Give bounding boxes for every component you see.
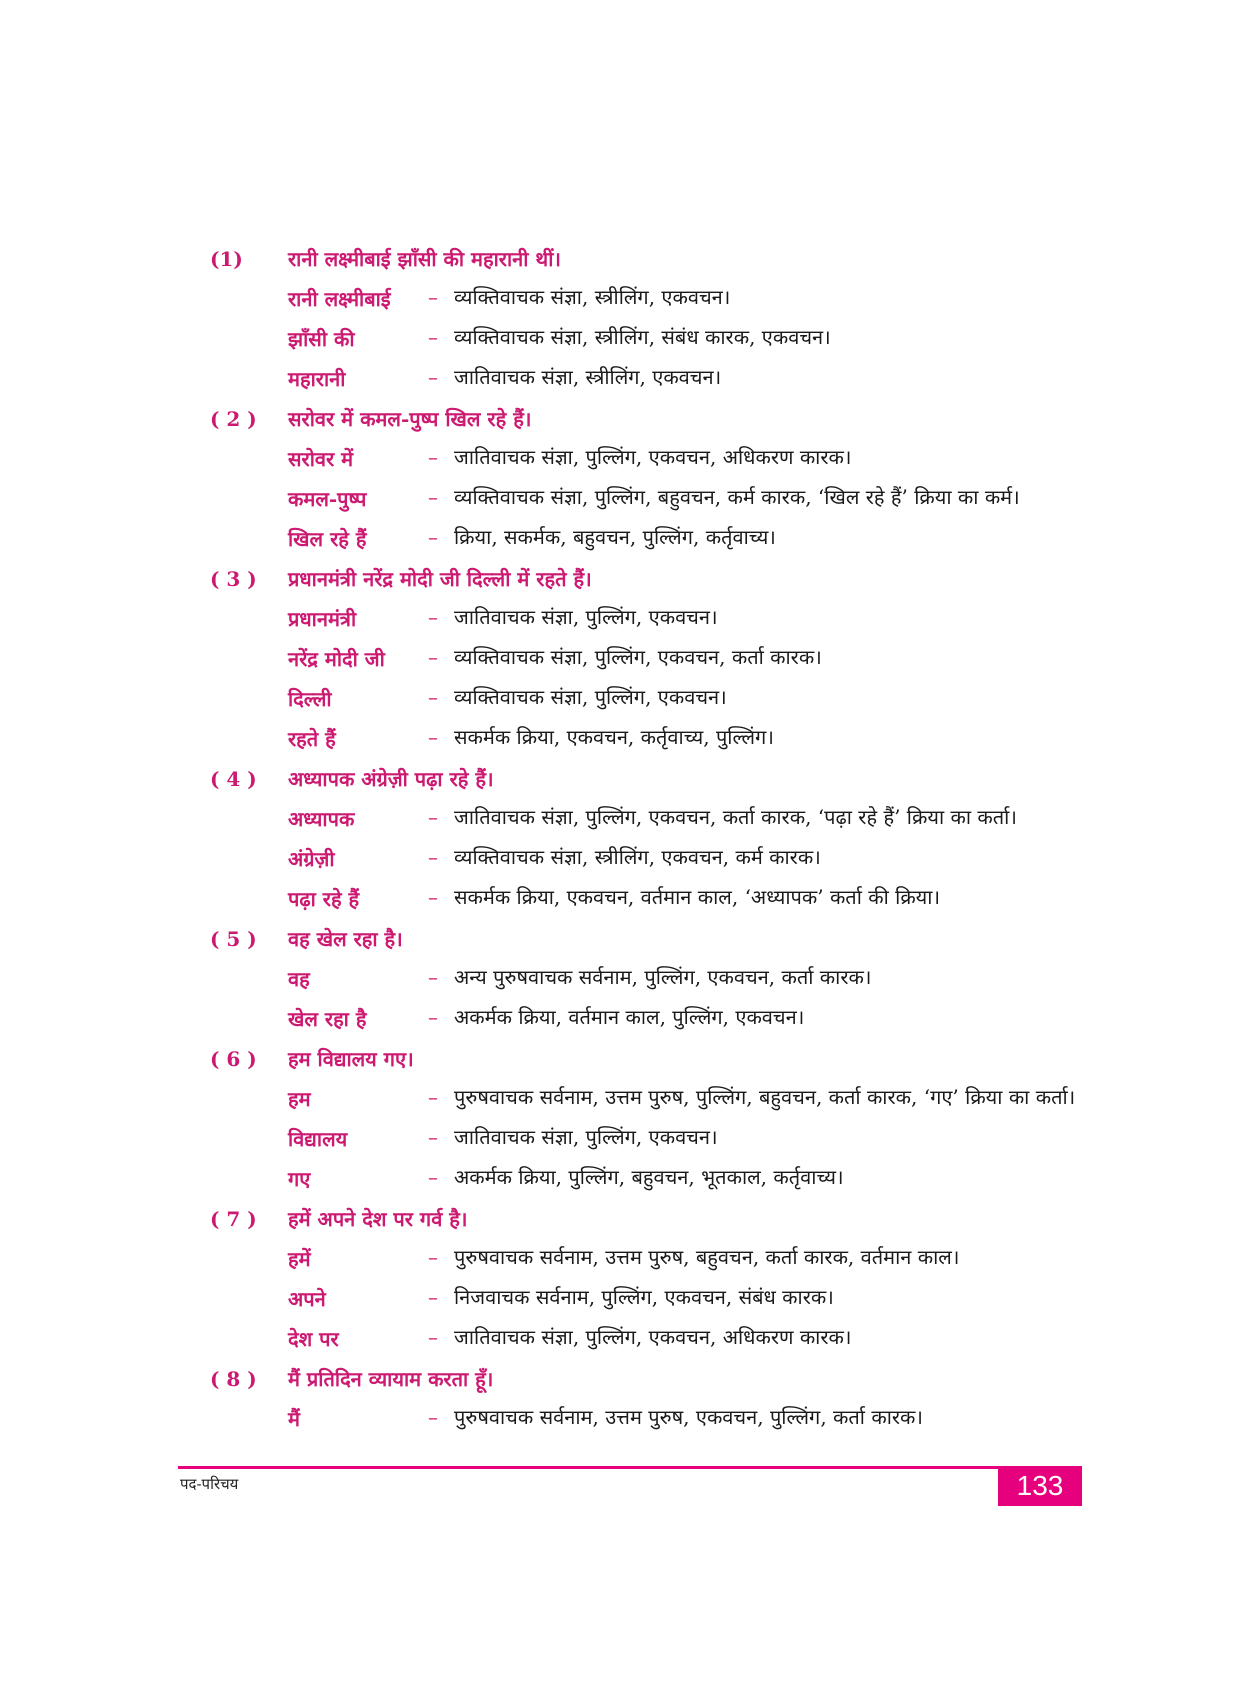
example-sentence: सरोवर में कमल-पुष्प खिल रहे हैं। [288, 407, 532, 431]
dash-separator: – [428, 1085, 438, 1109]
grammatical-description: जातिवाचक संज्ञा, पुल्लिंग, एकवचन। [454, 605, 718, 629]
dash-separator: – [428, 1125, 438, 1149]
dash-separator: – [428, 845, 438, 869]
analyzed-word: अपने [288, 1287, 326, 1311]
grammatical-description: व्यक्तिवाचक संज्ञा, पुल्लिंग, एकवचन। [454, 685, 727, 709]
analyzed-word: रानी लक्ष्मीबाई [288, 287, 391, 311]
grammatical-description: जातिवाचक संज्ञा, पुल्लिंग, एकवचन, अधिकरण कारक। [454, 445, 852, 469]
example-sentence: हमें अपने देश पर गर्व है। [288, 1207, 468, 1231]
dash-separator: – [428, 1285, 438, 1309]
dash-separator: – [428, 1005, 438, 1029]
analyzed-word: सरोवर में [288, 447, 354, 471]
item-number: ( 6 ) [210, 1047, 257, 1071]
analyzed-word: मैं [288, 1407, 300, 1431]
item-number: ( 8 ) [210, 1367, 257, 1391]
analysis-row [210, 1165, 1090, 1205]
dash-separator: – [428, 445, 438, 469]
dash-separator: – [428, 965, 438, 989]
analysis-row [210, 1405, 1090, 1445]
item-number: ( 7 ) [210, 1207, 257, 1231]
analyzed-word: हम [288, 1087, 311, 1111]
analyzed-word: झाँसी की [288, 327, 355, 351]
example-sentence: प्रधानमंत्री नरेंद्र मोदी जी दिल्ली में रहते हैं। [288, 567, 592, 591]
item-number: ( 4 ) [210, 767, 257, 791]
item-number: (1) [210, 247, 243, 271]
dash-separator: – [428, 885, 438, 909]
dash-separator: – [428, 1405, 438, 1429]
analyzed-word: रहते हैं [288, 727, 336, 751]
grammatical-description: व्यक्तिवाचक संज्ञा, पुल्लिंग, बहुवचन, कर्म कारक, ‘खिल रहे हैं’ क्रिया का कर्म। [454, 485, 1020, 509]
analyzed-word: खिल रहे हैं [288, 527, 367, 551]
grammatical-description: पुरुषवाचक सर्वनाम, उत्तम पुरुष, एकवचन, पुल्लिंग, कर्ता कारक। [454, 1405, 923, 1429]
analyzed-word: वह [288, 967, 310, 991]
item-number: ( 5 ) [210, 927, 257, 951]
dash-separator: – [428, 605, 438, 629]
analyzed-word: प्रधानमंत्री [288, 607, 357, 631]
dash-separator: – [428, 1245, 438, 1269]
dash-separator: – [428, 485, 438, 509]
dash-separator: – [428, 1165, 438, 1189]
analysis-row [210, 885, 1090, 925]
grammatical-description: जातिवाचक संज्ञा, पुल्लिंग, एकवचन। [454, 1125, 718, 1149]
analyzed-word: कमल-पुष्प [288, 487, 367, 511]
analyzed-word: महारानी [288, 367, 346, 391]
dash-separator: – [428, 325, 438, 349]
grammatical-description: व्यक्तिवाचक संज्ञा, स्त्रीलिंग, संबंध कारक, एकवचन। [454, 325, 831, 349]
example-sentence: वह खेल रहा है। [288, 927, 403, 951]
analyzed-word: देश पर [288, 1327, 339, 1351]
analysis-row [210, 525, 1090, 565]
item-number: ( 3 ) [210, 567, 257, 591]
analysis-row [210, 1325, 1090, 1365]
exercise-item [210, 765, 1090, 925]
exercise-item [210, 1045, 1090, 1205]
grammatical-description: सकर्मक क्रिया, एकवचन, वर्तमान काल, ‘अध्यापक’ कर्ता की क्रिया। [454, 885, 941, 909]
analysis-row [210, 1005, 1090, 1045]
dash-separator: – [428, 1325, 438, 1349]
analyzed-word: अंग्रेज़ी [288, 847, 335, 871]
grammatical-description: व्यक्तिवाचक संज्ञा, पुल्लिंग, एकवचन, कर्ता कारक। [454, 645, 822, 669]
item-number: ( 2 ) [210, 407, 257, 431]
dash-separator: – [428, 685, 438, 709]
exercise-content [210, 245, 1090, 1445]
analyzed-word: हमें [288, 1247, 311, 1271]
grammatical-description: जातिवाचक संज्ञा, पुल्लिंग, एकवचन, अधिकरण कारक। [454, 1325, 852, 1349]
example-sentence: मैं प्रतिदिन व्यायाम करता हूँ। [288, 1367, 494, 1391]
example-sentence: अध्यापक अंग्रेज़ी पढ़ा रहे हैं। [288, 767, 494, 791]
grammatical-description: अन्य पुरुषवाचक सर्वनाम, पुल्लिंग, एकवचन, कर्ता कारक। [454, 965, 872, 989]
exercise-item [210, 405, 1090, 565]
analyzed-word: विद्यालय [288, 1127, 348, 1151]
grammatical-description: निजवाचक सर्वनाम, पुल्लिंग, एकवचन, संबंध कारक। [454, 1285, 834, 1309]
exercise-item [210, 245, 1090, 405]
analyzed-word: दिल्ली [288, 687, 332, 711]
example-sentence: हम विद्यालय गए। [288, 1047, 414, 1071]
analyzed-word: अध्यापक [288, 807, 355, 831]
analyzed-word: गए [288, 1167, 311, 1191]
grammatical-description: व्यक्तिवाचक संज्ञा, स्त्रीलिंग, एकवचन। [454, 285, 731, 309]
grammatical-description: पुरुषवाचक सर्वनाम, उत्तम पुरुष, पुल्लिंग, बहुवचन, कर्ता कारक, ‘गए’ क्रिया का कर्ता। [454, 1085, 1076, 1109]
exercise-item [210, 925, 1090, 1045]
analysis-row [210, 725, 1090, 765]
exercise-item [210, 1205, 1090, 1365]
analyzed-word: खेल रहा है [288, 1007, 367, 1031]
dash-separator: – [428, 285, 438, 309]
analyzed-word: नरेंद्र मोदी जी [288, 647, 385, 671]
grammatical-description: सकर्मक क्रिया, एकवचन, कर्तृवाच्य, पुल्लिंग। [454, 725, 774, 749]
grammatical-description: क्रिया, सकर्मक, बहुवचन, पुल्लिंग, कर्तृवाच्य। [454, 525, 776, 549]
grammatical-description: व्यक्तिवाचक संज्ञा, स्त्रीलिंग, एकवचन, कर्म कारक। [454, 845, 821, 869]
dash-separator: – [428, 725, 438, 749]
grammatical-description: जातिवाचक संज्ञा, पुल्लिंग, एकवचन, कर्ता कारक, ‘पढ़ा रहे हैं’ क्रिया का कर्ता। [454, 805, 1017, 829]
grammatical-description: अकर्मक क्रिया, पुल्लिंग, बहुवचन, भूतकाल, कर्तृवाच्य। [454, 1165, 844, 1189]
dash-separator: – [428, 805, 438, 829]
dash-separator: – [428, 525, 438, 549]
footer-divider [178, 1466, 1082, 1469]
page-number-badge: 133 [998, 1466, 1082, 1506]
exercise-item [210, 1365, 1090, 1445]
example-sentence: रानी लक्ष्मीबाई झाँसी की महारानी थीं। [288, 247, 561, 271]
dash-separator: – [428, 645, 438, 669]
analysis-row [210, 365, 1090, 405]
grammatical-description: पुरुषवाचक सर्वनाम, उत्तम पुरुष, बहुवचन, कर्ता कारक, वर्तमान काल। [454, 1245, 960, 1269]
analyzed-word: पढ़ा रहे हैं [288, 887, 360, 911]
exercise-item [210, 565, 1090, 765]
dash-separator: – [428, 365, 438, 389]
footer-chapter-label: पद-परिचय [180, 1475, 239, 1493]
grammatical-description: जातिवाचक संज्ञा, स्त्रीलिंग, एकवचन। [454, 365, 722, 389]
grammatical-description: अकर्मक क्रिया, वर्तमान काल, पुल्लिंग, एकवचन। [454, 1005, 805, 1029]
